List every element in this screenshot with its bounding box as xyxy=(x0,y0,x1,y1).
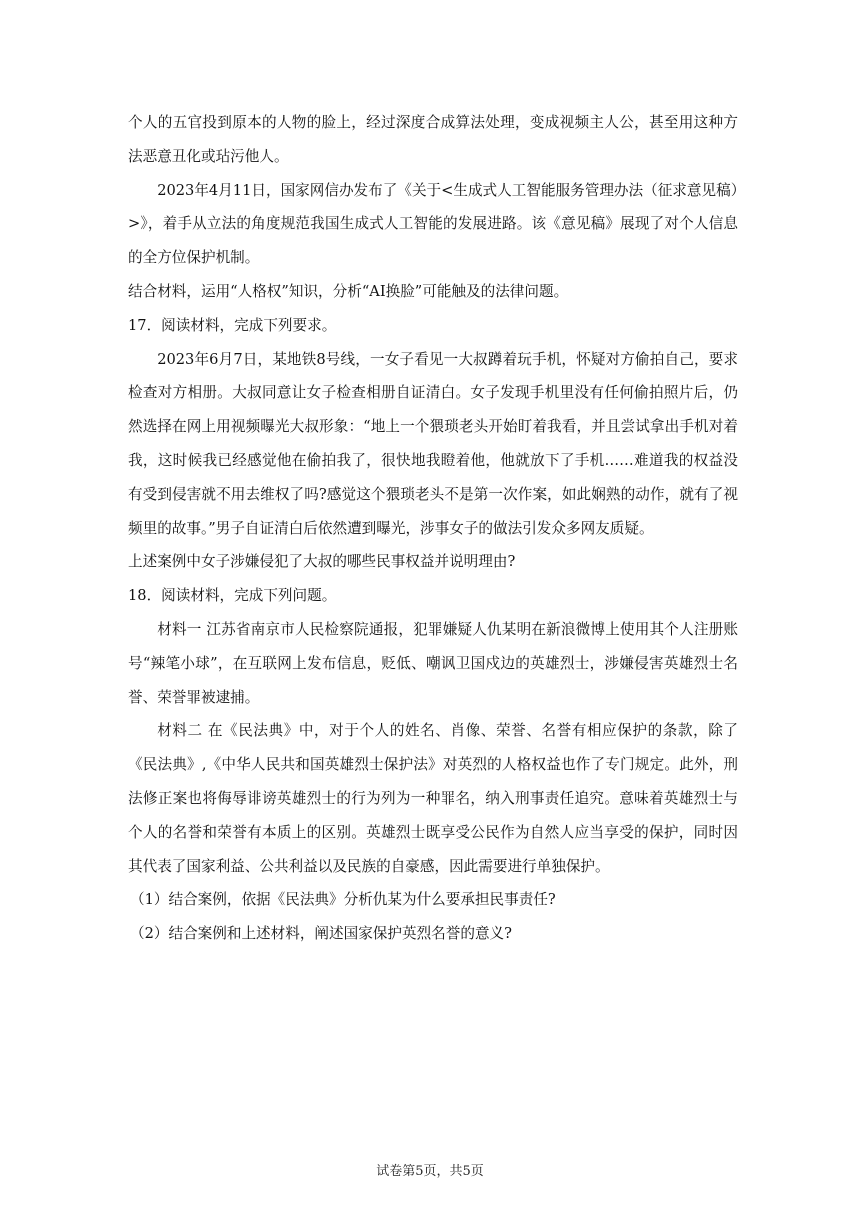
material-two: 材料二 在《民法典》中，对于个人的姓名、肖像、荣誉、名誉有相应保护的条款，除了《民法典》,《中华人民共和国英雄烈士保护法》对英烈的人格权益也作了专门规定。此外，刑法修正案也将侮辱诽谤英雄烈士的行为列为一种罪名，纳入刑事责任追究。意味着英雄烈士与个人的名誉和荣誉有本质上的区别。英雄烈士既享受公民作为自然人应当享受的保护，同时因其代表了国家利益、公共利益以及民族的自豪感，因此需要进行单独保护。 xyxy=(128,722,738,875)
sub-question-2: （2）结合案例和上述材料，阐述国家保护英烈名誉的意义? xyxy=(130,925,512,943)
question-18-heading: 18．阅读材料，完成下列问题。 xyxy=(128,587,337,605)
sub-question-1: （1）结合案例，依据《民法典》分析仇某为什么要承担民事责任? xyxy=(130,891,556,909)
page-content xyxy=(128,106,738,951)
paragraph-ai-faceswap-intro: 个人的五官投到原本的人物的脸上，经过深度合成算法处理，变成视频主人公，甚至用这种方法恶意丑化或玷污他人。 xyxy=(128,114,738,165)
question-17-heading: 17．阅读材料，完成下列要求。 xyxy=(128,316,337,334)
question-16-prompt: 结合材料，运用“人格权”知识，分析“AI换脸”可能触及的法律问题。 xyxy=(128,282,569,300)
material-one: 材料一 江苏省南京市人民检察院通报，犯罪嫌疑人仇某明在新浪微博上使用其个人注册账号“辣笔小球”，在互联网上发布信息，贬低、嘲讽卫国戍边的英雄烈士，涉嫌侵害英雄烈士名誉、荣誉罪被逮捕。 xyxy=(128,620,738,706)
paragraph-subway-case: 2023年6月7日，某地铁8号线，一女子看见一大叔蹲着玩手机，怀疑对方偷拍自己，要求检查对方相册。大叔同意让女子检查相册自证清白。女子发现手机里没有任何偷拍照片后，仍然选择在网上用视频曝光大叔形象：“地上一个猥琐老头开始盯着我看，并且尝试拿出手机对着我，这时候我已经感觉他在偷拍我了，很快地我瞪着他，他就放下了手机……难道我的权益没有受到侵害就不用去维权了吗?感觉这个猥琐老头不是第一次作案，如此娴熟的动作，就有了视频里的故事。”男子自证清白后依然遭到曝光，涉事女子的做法引发众多网友质疑。 xyxy=(128,350,738,537)
paragraph-regulation: 2023年4月11日，国家网信办发布了《关于<生成式人工智能服务管理办法（征求意见稿）>》，着手从立法的角度规范我国生成式人工智能的发展进路。该《意见稿》展现了对个人信息的全方位保护机制。 xyxy=(128,181,738,267)
page-footer: 试卷第5页，共5页 xyxy=(376,1164,484,1179)
question-17-prompt: 上述案例中女子涉嫌侵犯了大叔的哪些民事权益并说明理由? xyxy=(128,553,516,571)
